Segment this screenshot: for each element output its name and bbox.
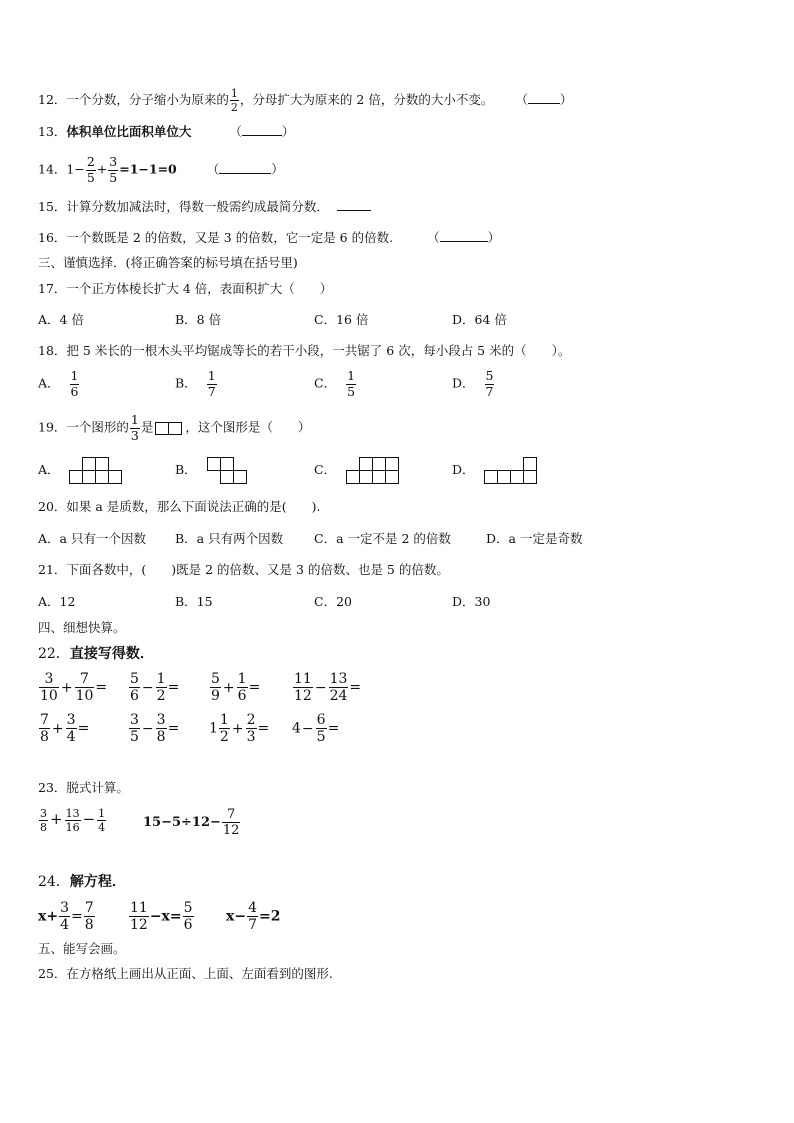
question-24 [38, 875, 126, 889]
question-22 [38, 647, 154, 661]
question-15 [38, 201, 371, 214]
question-number: 23． [38, 780, 67, 795]
expression-22-1: $\frac{3}{10}$ + $\frac{7}{10}$ = [40, 671, 108, 704]
option-d[interactable]: D．64 倍 [452, 312, 507, 327]
question-21 [38, 564, 449, 577]
question-text: 一个正方体棱长扩大 4 倍，表面积扩大（ ） [66, 281, 333, 296]
section-heading: 五、能写会画。 [38, 941, 126, 956]
fraction: $\frac{3}{5}$ [109, 154, 118, 185]
option-a[interactable]: A．12 [38, 594, 76, 609]
fraction: $\frac{1}{2}$ [230, 87, 238, 114]
expression-22-2: $\frac{5}{6}$ − $\frac{1}{2}$ = [130, 671, 180, 704]
option-c[interactable]: C．a 一定不是 2 的倍数 [314, 531, 451, 546]
question-text: 如果 a 是质数，那么下面说法正确的是( ). [66, 499, 321, 514]
question-number: 18． [38, 343, 67, 358]
question-text: 下面各数中，( )既是 2 的倍数、又是 3 的倍数、也是 5 的倍数。 [66, 562, 449, 577]
option-a[interactable]: A．4 倍 [38, 312, 84, 327]
equation-24-3: x− $\frac{4}{7}$ =2 [226, 900, 281, 933]
grid-figure-c[interactable] [346, 457, 402, 484]
expression-22-3: $\frac{5}{9}$ + $\frac{1}{6}$ = [211, 671, 261, 704]
question-19: 19．一个图形的 $\frac{1}{3}$ 是 ，这个图形是（ ） [38, 412, 311, 443]
expression-22-5: $\frac{7}{8}$ + $\frac{3}{4}$ = [40, 712, 90, 745]
answer-blank[interactable] [337, 210, 371, 211]
question-text: 体积单位比面积单位大 [66, 124, 192, 139]
question-number: 13． [38, 124, 67, 139]
question-17 [38, 283, 332, 296]
question-number: 20． [38, 499, 67, 514]
option-b[interactable]: B． $\frac{1}{7}$ [175, 368, 216, 399]
grid-figure-two-squares [155, 422, 183, 435]
expression-22-7: 1 $\frac{1}{2}$ + $\frac{2}{3}$ = [209, 712, 270, 745]
question-20 [38, 501, 321, 514]
question-title: 解方程． [69, 874, 126, 890]
option-a[interactable]: A． [38, 462, 60, 477]
question-number: 17． [38, 281, 67, 296]
option-c[interactable]: C．16 倍 [314, 312, 369, 327]
option-d[interactable]: D．30 [452, 594, 491, 609]
option-b[interactable]: B．a 只有两个因数 [175, 531, 284, 546]
option-c[interactable]: C． $\frac{1}{5}$ [314, 368, 356, 399]
equation-24-1: x+ $\frac{3}{4}$ = $\frac{7}{8}$ [38, 900, 94, 933]
question-number: 19． [38, 419, 67, 435]
expression-22-4: $\frac{11}{12}$ − $\frac{13}{24}$ = [294, 671, 362, 704]
question-number: 21． [38, 562, 67, 577]
option-b[interactable]: B． [175, 462, 197, 477]
question-number: 25． [38, 966, 67, 981]
question-number: 14． [38, 161, 67, 177]
answer-blank[interactable] [528, 103, 560, 104]
expression-23-2: 15−5÷12− $\frac{7}{12}$ [143, 807, 240, 838]
grid-figure-a[interactable] [69, 457, 125, 484]
option-c[interactable]: C． [314, 462, 337, 477]
equation-24-2: $\frac{11}{12}$ −x= $\frac{5}{6}$ [130, 900, 193, 933]
question-title: 脱式计算。 [66, 780, 129, 795]
question-12: 12．一个分数，分子缩小为原来的 $\frac{1}{2}$ ，分母扩大为原来的 2 倍，分数的大小不变。 （ ） [38, 87, 573, 114]
question-text: ，分母扩大为原来的 2 倍，分数的大小不变。 [239, 92, 494, 107]
question-number: 16． [38, 230, 67, 245]
answer-blank[interactable] [242, 135, 282, 136]
question-text: 在方格纸上画出从正面、上面、左面看到的图形. [66, 966, 333, 981]
answer-blank[interactable] [219, 173, 271, 174]
option-a[interactable]: A． $\frac{1}{6}$ [38, 368, 79, 399]
question-25 [38, 968, 333, 981]
question-18 [38, 345, 570, 358]
question-text: 一个数既是 2 的倍数，又是 3 的倍数，它一定是 6 的倍数. [66, 230, 394, 245]
expression-23-1: $\frac{3}{8}$ + $\frac{13}{16}$ − $\frac{1}{4}$ [40, 807, 106, 834]
answer-blank[interactable] [440, 241, 488, 242]
option-d[interactable]: D．a 一定是奇数 [486, 531, 583, 546]
question-23 [38, 782, 129, 795]
option-a[interactable]: A．a 只有一个因数 [38, 531, 146, 546]
question-text: 把 5 米长的一根木头平均锯成等长的若干小段，一共锯了 6 次，每小段占 5 米的（ ）。 [66, 343, 571, 358]
section-heading: 三、谨慎选择．(将正确答案的标号填在括号里) [38, 255, 298, 270]
expression-22-6: $\frac{3}{5}$ − $\frac{3}{8}$ = [130, 712, 180, 745]
question-title: 直接写得数． [69, 646, 154, 662]
question-14: 14．1− $\frac{2}{5}$ + $\frac{3}{5}$ =1−1=0 （ ） [38, 154, 284, 185]
option-b[interactable]: B．15 [175, 594, 213, 609]
grid-figure-d[interactable] [484, 457, 540, 484]
question-text: 计算分数加减法时，得数一般需约成最简分数． [66, 199, 329, 214]
question-number: 22． [38, 646, 70, 662]
grid-figure-b[interactable] [207, 457, 250, 484]
section-heading: 四、细想快算。 [38, 620, 126, 635]
option-d[interactable]: D． [452, 462, 475, 477]
option-d[interactable]: D． $\frac{5}{7}$ [452, 368, 494, 399]
question-number: 15． [38, 199, 67, 214]
question-13: 13．体积单位比面积单位大 （ ） [38, 124, 295, 139]
question-text: 一个分数，分子缩小为原来的 [66, 92, 229, 107]
option-c[interactable]: C．20 [314, 594, 352, 609]
question-number: 12． [38, 92, 67, 107]
question-16: 16．一个数既是 2 的倍数，又是 3 的倍数，它一定是 6 的倍数. （ ） [38, 230, 501, 245]
question-number: 24． [38, 874, 70, 890]
fraction: $\frac{2}{5}$ [86, 154, 95, 185]
option-b[interactable]: B．8 倍 [175, 312, 222, 327]
expression-22-8: 4− $\frac{6}{5}$ = [292, 712, 340, 745]
fraction: $\frac{1}{3}$ [130, 412, 139, 443]
